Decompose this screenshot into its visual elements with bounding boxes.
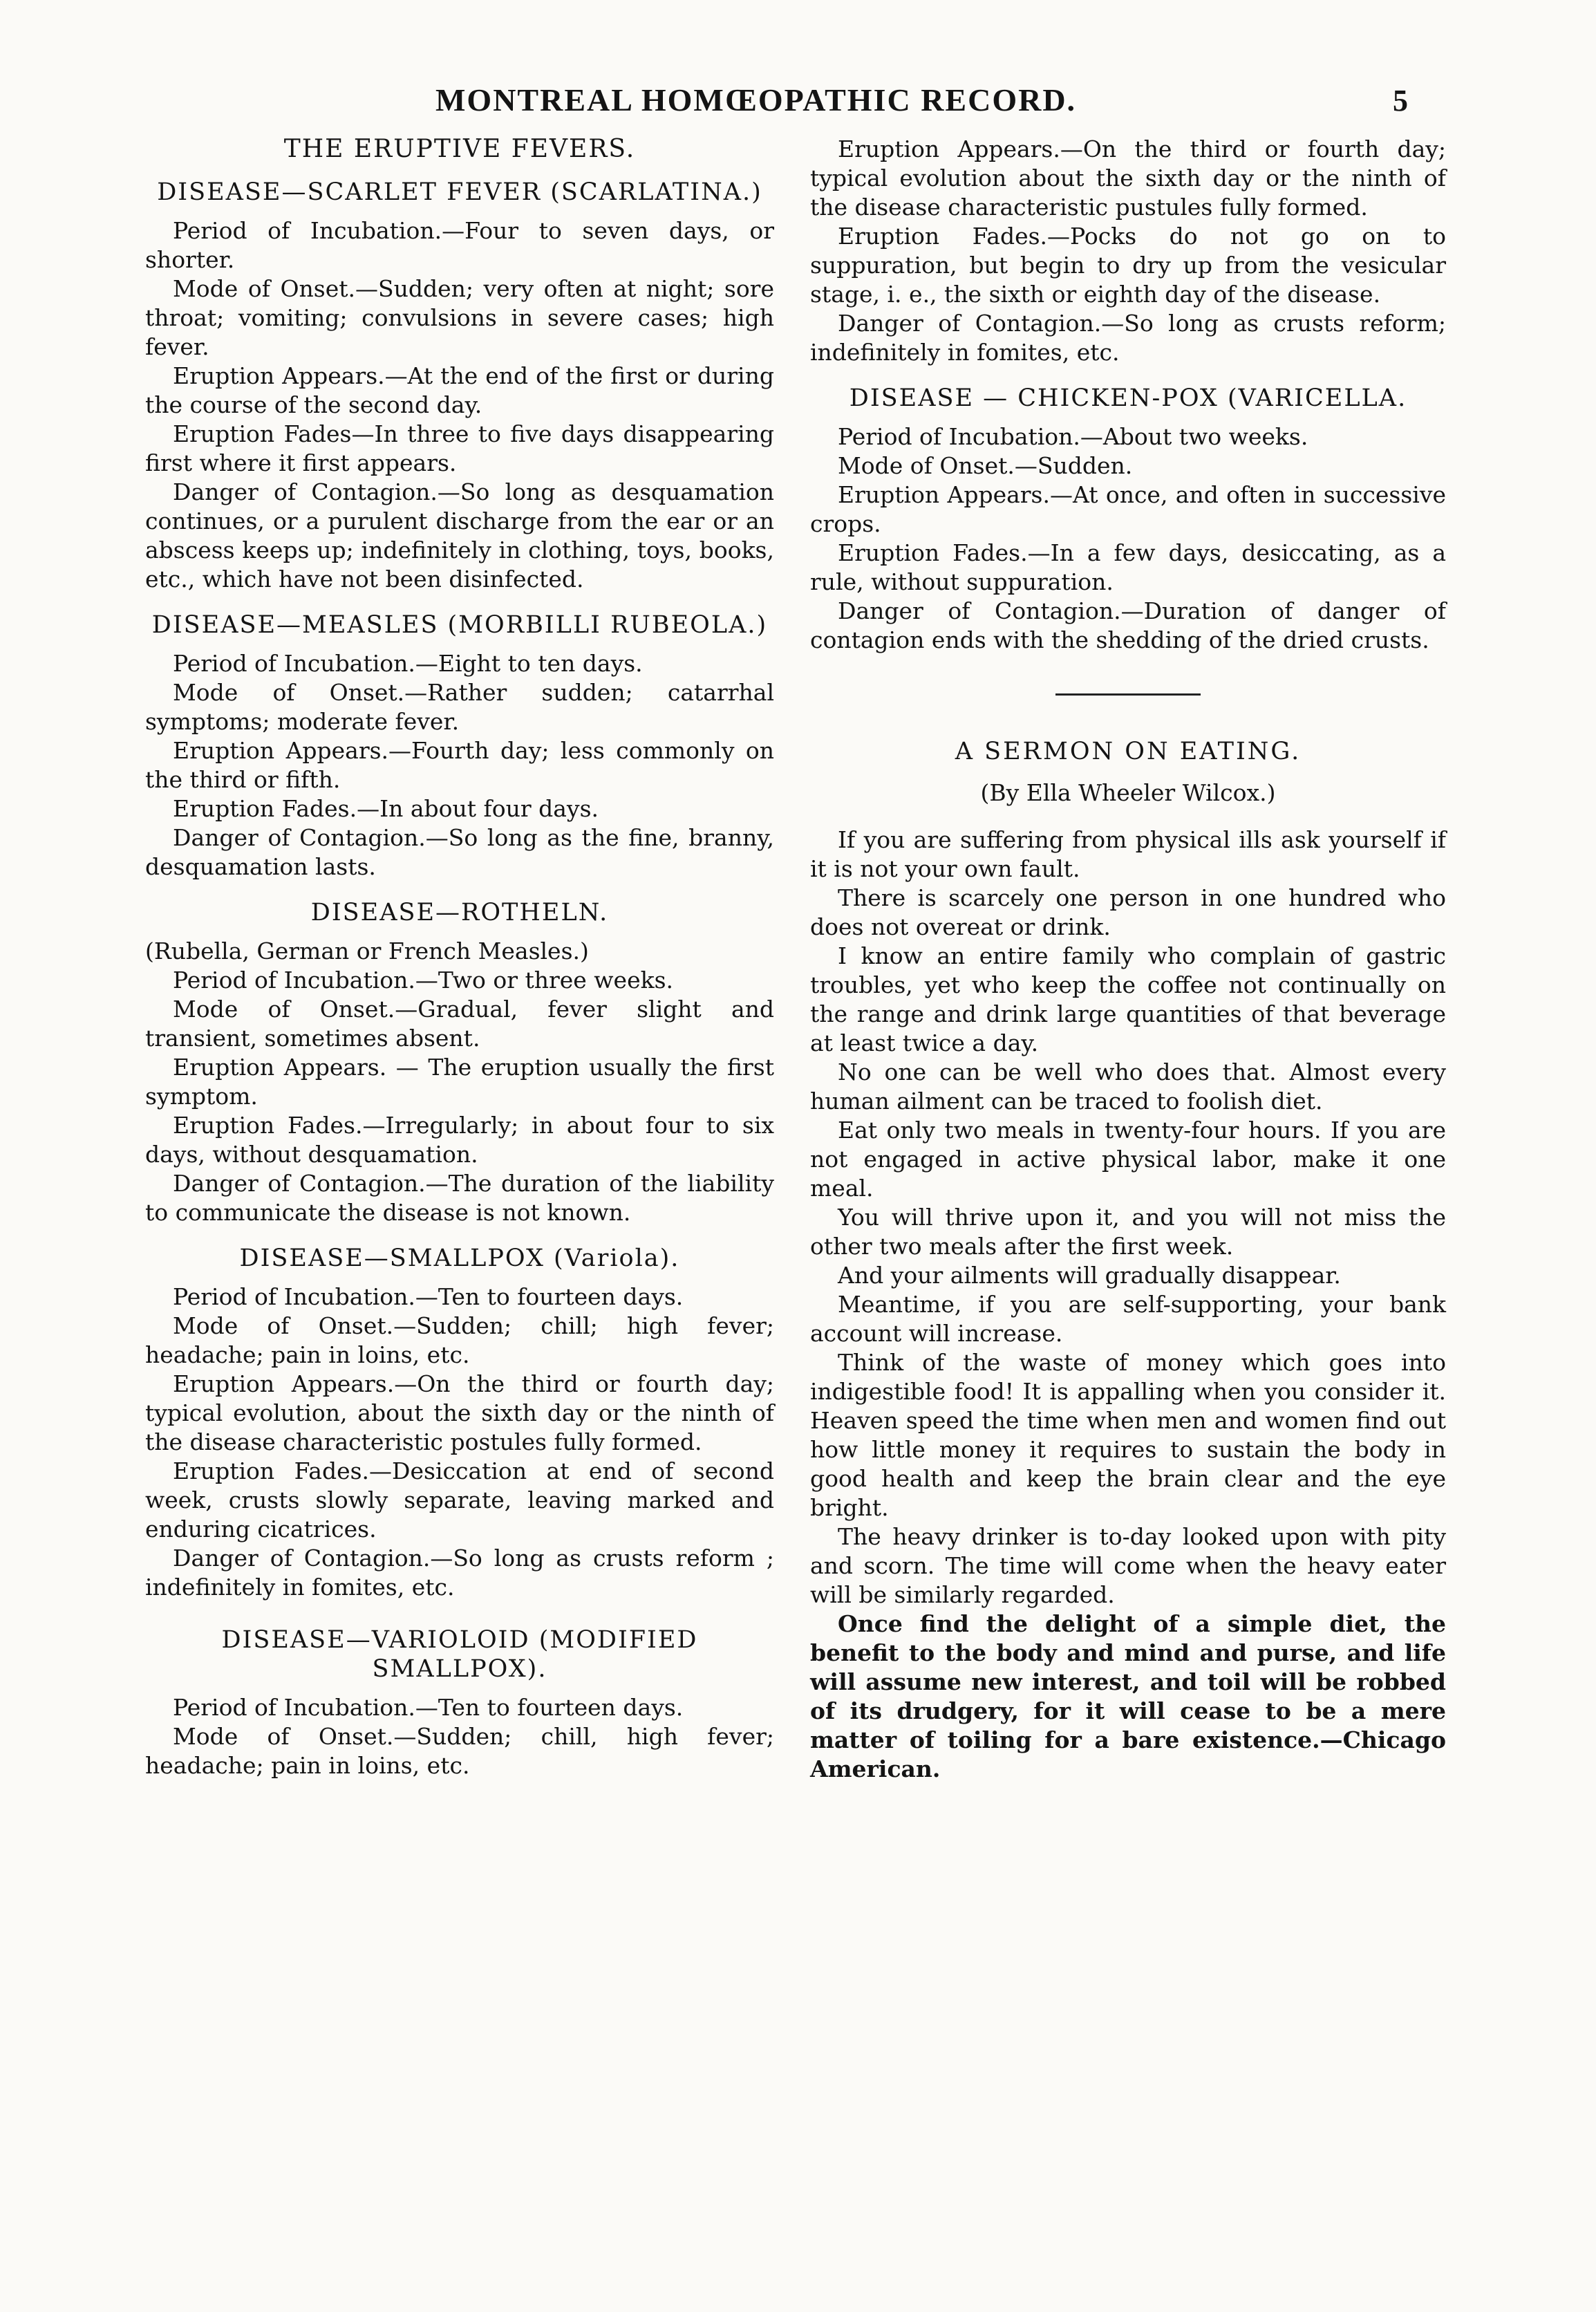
disease-paragraph: Eruption Fades.—In about four days. [173,795,599,822]
disease-paragraph: Period of Incubation.—Eight to ten days. [173,650,643,677]
article-paragraph: You will thrive upon it, and you will not miss the other two meals after the first week. [810,1204,1446,1260]
disease-paragraph: Eruption Appears.—At the end of the first or during the course of the second day. [145,362,774,418]
disease-paragraph: Eruption Fades—In three to five days disappearing first where it first appears. [145,420,774,476]
disease-paragraph: Period of Incubation.—Two or three weeks. [173,967,674,994]
disease-paragraph: Eruption Appears.—Fourth day; less commonly on the third or fifth. [145,737,774,793]
article-paragraph: Think of the waste of money which goes into indigestible food! It is appalling when you consider it. Heaven speed the time when men and women find out how little money it requires to sustain the body in good health and keep the brain clear and the eye bright. [810,1349,1446,1521]
disease-paragraph: Eruption Fades.—Pocks do not go on to suppuration, but begin to dry up from the vesicular stage, i. e., the sixth or eighth day of the disease. [810,223,1446,308]
article-title: A SERMON ON EATING. [955,738,1302,765]
disease-heading: DISEASE—VARIOLOID (MODIFIED SMALLPOX). [221,1626,698,1683]
disease-paragraph: Danger of Contagion.—So long as crusts reform ; indefinitely in fomites, etc. [145,1545,774,1601]
disease-paragraph: Eruption Fades.—Desiccation at end of second week, crusts slowly separate, leaving marked and enduring cicatrices. [145,1457,774,1542]
disease-paragraph: Mode of Onset.—Sudden; chill, high fever; headache; pain in loins, etc. [145,1723,774,1779]
disease-paragraph: Danger of Contagion.—Duration of danger of contagion ends with the shedding of the dried crusts. [810,597,1446,653]
right-column [810,135,1446,1784]
sermon-article [810,737,1446,1784]
disease-smallpox [145,1244,774,1602]
article-paragraph: Eat only two meals in twenty-four hours. If you are not engaged in active physical labor, make it one meal. [810,1117,1446,1202]
disease-heading: DISEASE—SCARLET FEVER (SCARLATINA.) [157,178,762,206]
article-byline: (By Ella Wheeler Wilcox.) [980,779,1276,806]
disease-measles [145,610,774,882]
disease-varioloid [145,1625,774,1780]
article-paragraph: No one can be well who does that. Almost every human ailment can be traced to foolish diet. [810,1059,1446,1115]
disease-paragraph: Eruption Appears. — The eruption usually the first symptom. [145,1054,774,1110]
article-paragraph: I know an entire family who complain of gastric troubles, yet who keep the coffee not continually on the range and drink large quantities of that beverage at least twice a day. [810,942,1446,1056]
masthead: MONTREAL HOMŒOPATHIC RECORD. [435,82,1077,118]
disease-paragraph: Danger of Contagion.—So long as desquamation continues, or a purulent discharge from the ear or an abscess keeps up; indefinitely in clothing, toys, books, etc., which have not been disinfected. [145,478,774,593]
disease-paragraph: Danger of Contagion.—So long as crusts reform; indefinitely in fomites, etc. [810,310,1446,366]
article-paragraph: And your ailments will gradually disappear. [838,1262,1341,1289]
article-paragraph: If you are suffering from physical ills ask yourself if it is not your own fault. [810,826,1446,882]
section-title: THE ERUPTIVE FEVERS. [283,135,636,163]
disease-paragraph: Mode of Onset.—Sudden. [838,452,1133,479]
disease-paragraph: Mode of Onset.—Gradual, fever slight and transient, sometimes absent. [145,996,774,1052]
disease-rotheln [145,898,774,1227]
disease-varioloid-continued [810,135,1446,367]
disease-paragraph: Eruption Fades.—Irregularly; in about four to six days, without desquamation. [145,1112,774,1168]
article-paragraph: There is scarcely one person in one hundred who does not overeat or drink. [810,884,1446,940]
disease-heading: DISEASE—SMALLPOX (Variola). [239,1244,680,1272]
disease-paragraph: (Rubella, German or French Measles.) [145,938,589,964]
disease-paragraph: Eruption Appears.—On the third or fourth day; typical evolution about the sixth day or the ninth of the disease characteristic pustules fully formed. [810,136,1446,221]
disease-paragraph: Eruption Fades.—In a few days, desiccating, as a rule, without suppuration. [810,539,1446,595]
disease-paragraph: Mode of Onset.—Sudden; very often at night; sore throat; vomiting; convulsions in severe cases; high fever. [145,275,774,360]
disease-paragraph: Mode of Onset.—Rather sudden; catarrhal symptoms; moderate fever. [145,679,774,735]
disease-paragraph: Danger of Contagion.—So long as the fine, branny, desquamation lasts. [145,824,774,880]
disease-heading: DISEASE—ROTHELN. [310,899,609,926]
disease-chicken-pox [810,384,1446,655]
disease-paragraph: Eruption Appears.—At once, and often in successive crops. [810,481,1446,537]
page-header [138,82,1521,130]
disease-heading: DISEASE—MEASLES (MORBILLI RUBEOLA.) [151,611,768,639]
section-divider [1055,693,1201,696]
article-paragraph: Once find the delight of a simple diet, the benefit to the body and mind and purse, and life will assume new interest, and toil will be robbed of its drudgery, for it will cease to be a mere matter of toiling for a bare existence.—Chicago American. [810,1610,1446,1782]
disease-paragraph: Period of Incubation.—Ten to fourteen days. [173,1283,684,1310]
article-paragraph: The heavy drinker is to-day looked upon with pity and scorn. The time will come when the heavy eater will be similarly regarded. [810,1523,1446,1608]
disease-paragraph: Period of Incubation.—About two weeks. [838,423,1308,450]
disease-paragraph: Eruption Appears.—On the third or fourth day; typical evolution, about the sixth day or the ninth of the disease characteristic postules fully formed. [145,1370,774,1455]
left-column [145,135,774,1783]
disease-heading: DISEASE — CHICKEN-POX (VARICELLA. [849,384,1407,412]
disease-paragraph: Period of Incubation.—Four to seven days, or shorter. [145,217,774,273]
disease-paragraph: Mode of Onset.—Sudden; chill; high fever; headache; pain in loins, etc. [145,1312,774,1368]
disease-scarlet-fever [145,178,774,594]
disease-paragraph: Danger of Contagion.—The duration of the liability to communicate the disease is not known. [145,1170,774,1226]
disease-paragraph: Period of Incubation.—Ten to fourteen days. [173,1694,684,1721]
page-number: 5 [1393,84,1408,118]
article-paragraph: Meantime, if you are self-supporting, your bank account will increase. [810,1291,1446,1347]
